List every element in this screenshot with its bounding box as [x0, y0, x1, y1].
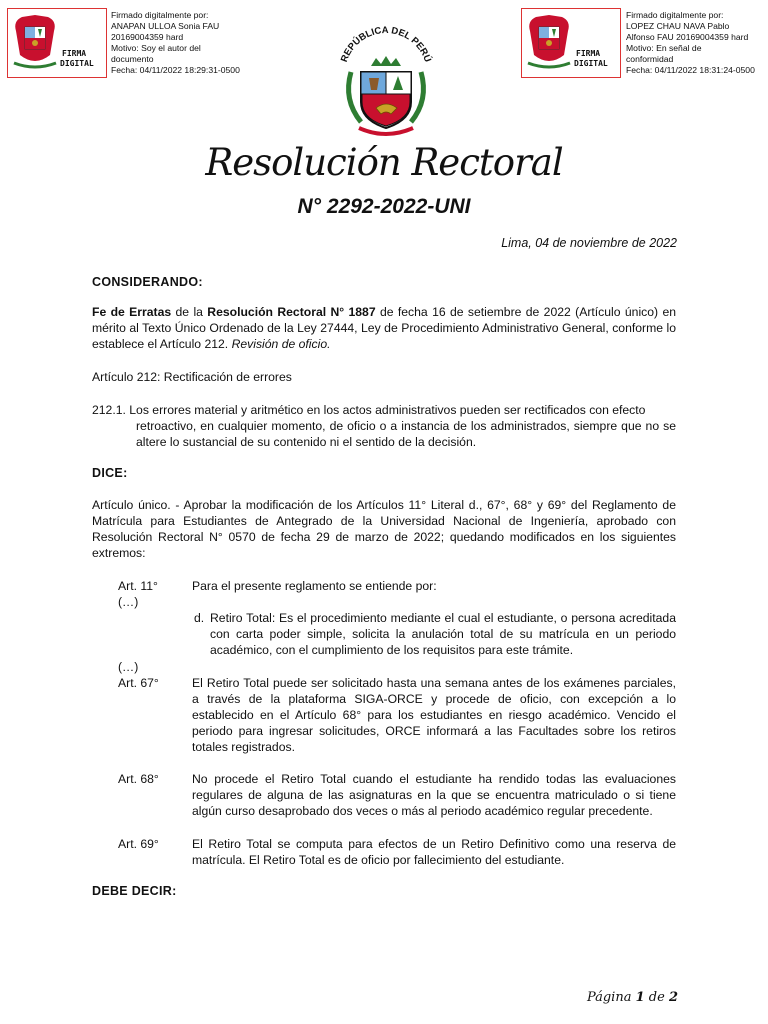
item-d-letter: d.: [194, 611, 205, 625]
signature-line: Fecha: 04/11/2022 18:29:31-0500: [111, 65, 240, 75]
signature-line: Firmado digitalmente por:: [626, 10, 724, 20]
signature-line: Firmado digitalmente por:: [111, 10, 209, 20]
art-67-label: Art. 67°: [118, 676, 159, 690]
page-word: Página: [586, 990, 632, 1005]
item-d-text: Retiro Total: Es el procedimiento mediante el cual el estudiante, o persona acreditada con carta poder simple, solicita la anulación total de su matrícula en un periodo académico, con el cumplimiento de los requisitos para este trámite.: [210, 611, 676, 657]
revision-de-oficio: Revisión de oficio.: [231, 337, 331, 351]
considerando-heading: CONSIDERANDO:: [92, 275, 203, 289]
signature-line: LOPEZ CHAU NAVA Pablo: [626, 21, 730, 31]
text-segment: de la: [171, 305, 208, 319]
digital-label: DIGITAL: [574, 59, 608, 68]
peru-coat-of-arms-icon: [524, 11, 574, 73]
paragraph-fe-de-erratas: [92, 304, 676, 352]
article-212-1-rest: retroactivo, en cualquier momento, de oficio o a instancia de los administrados, siempre que no se altere lo sustancial de su contenido ni el sentido de la decisión.: [136, 419, 676, 449]
debe-decir-heading: DEBE DECIR:: [92, 884, 177, 898]
signature-line: Alfonso FAU 20169004359 hard: [626, 32, 749, 42]
page-indicator: [587, 990, 678, 1005]
signature-line: 20169004359 hard: [111, 32, 184, 42]
signature-line: Motivo: Soy el autor del: [111, 43, 201, 53]
ellipsis: (…): [118, 660, 139, 674]
peru-coat-of-arms-icon: [10, 11, 60, 73]
document-title: Resolución Rectoral: [205, 141, 563, 184]
art-67-text: El Retiro Total puede ser solicitado hasta una semana antes de los exámenes parciales, a través de la plataforma SIGA-ORCE y procede de oficio, con excepción a lo establecido en el Artículo 68° para los estudiantes en riesgo académico. Vencido el periodo para ingresar solicitudes, ORCE informará a las Facultades sobre los retiros totales registrados.: [192, 676, 676, 754]
signature-line: ANAPAN ULLOA Sonia FAU: [111, 21, 220, 31]
dice-heading: DICE:: [92, 466, 128, 480]
signature-line: conformidad: [626, 54, 674, 64]
signature-line: Motivo: En señal de: [626, 43, 702, 53]
art-11-text: Para el presente reglamento se entiende por:: [192, 579, 437, 593]
signature-stamp-2: [521, 8, 621, 78]
fe-de-erratas-bold: Fe de Erratas: [92, 305, 172, 319]
resolution-ref-bold: Resolución Rectoral N° 1887: [207, 305, 376, 319]
signature-stamp-1: [7, 8, 107, 78]
art-69-text: El Retiro Total se computa para efectos de un Retiro Definitivo como una reserva de matrícula. El Retiro Total es de oficio por fallecimiento del estudiante.: [192, 837, 676, 867]
of-word: de: [648, 990, 665, 1005]
art-68-text: No procede el Retiro Total cuando el estudiante ha rendido todas las evaluaciones regulares de alguna de las asignaturas en la que se encuentra matriculado o si tiene algún curso desaprobado dos veces o más al periodo académico regular precedente.: [192, 772, 676, 818]
firma-label: FIRMA: [62, 49, 87, 58]
article-212-1-first-line: 212.1. Los errores material y aritmético en los actos administrativos pueden ser rectificados con efecto: [92, 403, 646, 417]
art-68-label: Art. 68°: [118, 772, 159, 786]
signature-line: Fecha: 04/11/2022 18:31:24-0500: [626, 65, 755, 75]
text-segment: de fecha 16 de setiembre de 2022 (Artículo único) en mérito al Texto Único Ordenado de la Ley 27444, Ley de Procedimiento Administrativo General, conforme lo establece el Artículo 212.: [92, 305, 676, 351]
page-total: 2: [668, 990, 678, 1005]
signature-line: documento: [111, 54, 154, 64]
seal-text: REPÚBLICA DEL PERÚ: [338, 24, 434, 64]
republic-seal-icon: [331, 22, 441, 140]
art-11-label: Art. 11°: [118, 579, 158, 593]
firma-label: FIRMA: [576, 49, 601, 58]
ellipsis: (…): [118, 595, 139, 609]
articulo-unico-paragraph: Artículo único. - Aprobar la modificación de los Artículos 11° Literal d., 67°, 68° y 69° del Reglamento de Matrícula para Estudiantes de Antegrado de la Universidad Nacional de Ingeniería, aprobado con Resolución Rectoral N° 0570 de fecha 29 de marzo de 2022; quedando modificados en los siguientes extremos:: [92, 498, 676, 560]
article-212-title: Artículo 212: Rectificación de errores: [92, 370, 292, 384]
art-69-label: Art. 69°: [118, 837, 159, 851]
digital-label: DIGITAL: [60, 59, 94, 68]
page-current: 1: [635, 990, 645, 1005]
resolution-number: N° 2292-2022-UNI: [297, 195, 471, 218]
date-line: Lima, 04 de noviembre de 2022: [501, 236, 677, 250]
